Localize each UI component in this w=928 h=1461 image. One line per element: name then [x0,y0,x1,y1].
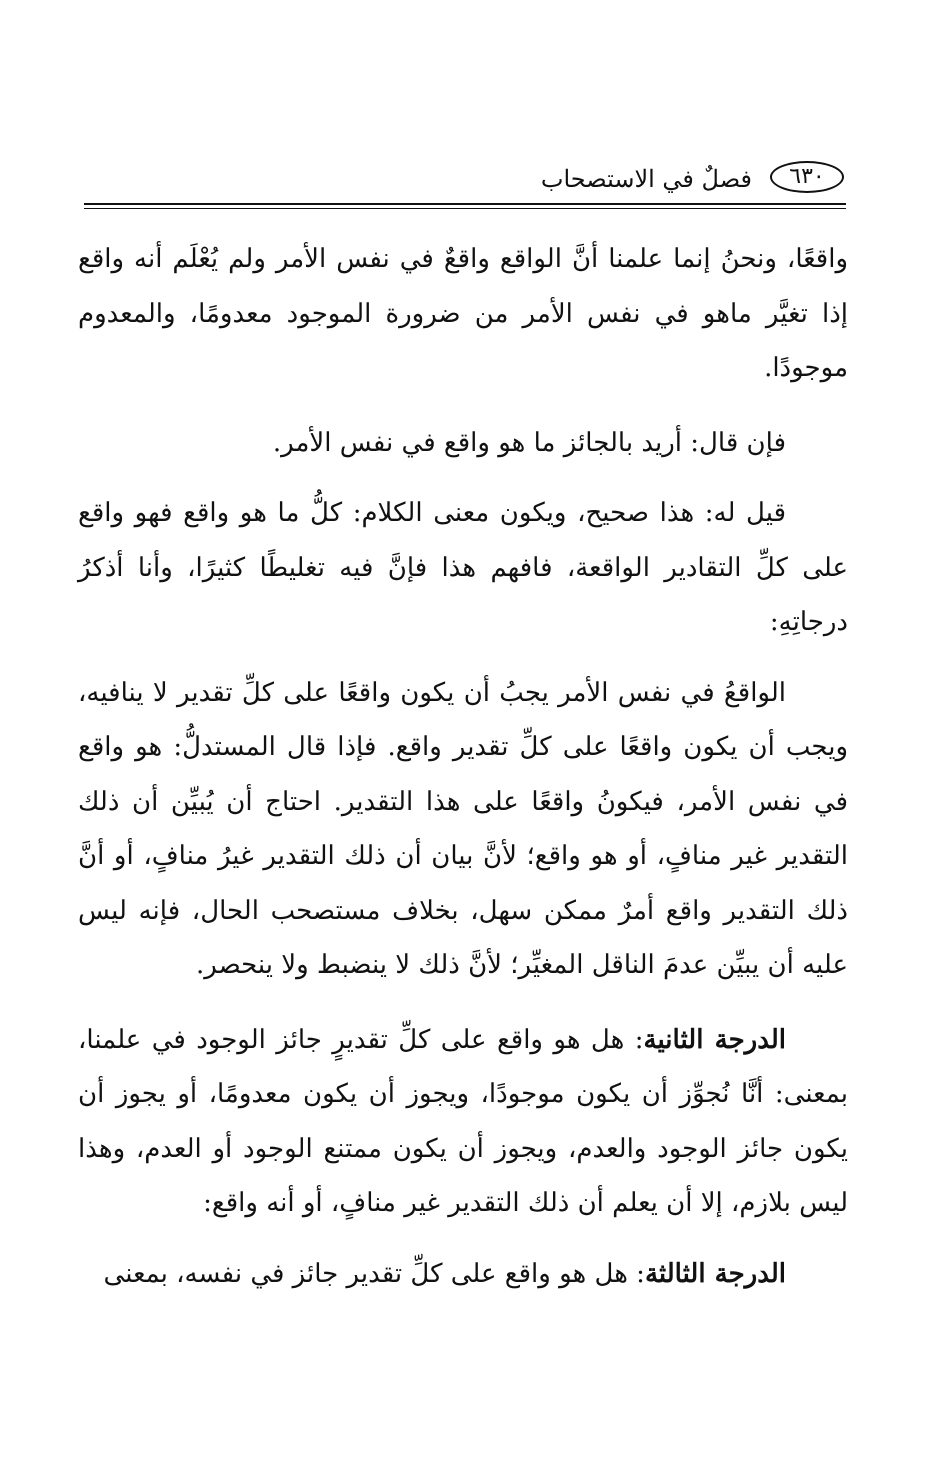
header-rule-thick [84,203,846,205]
body-text [78,232,848,1301]
page-header [88,163,844,199]
paragraph-3: قيل له: هذا صحيح، ويكون معنى الكلام: كلُّ ما هو واقع فهو واقع على كلِّ التقادير الواقعة، فافهم هذا فإنَّ فيه تغليطًا كثيرًا، وأنا أذكرُ درجاتِهِ: [78,498,848,637]
degree-two-label: الدرجة الثانية [643,1024,786,1055]
degree-three-text: : هل هو واقع على كلِّ تقدير جائز في نفسه، بمعنى [103,1258,645,1289]
running-title: فصلٌ في الاستصحاب [540,165,752,193]
paragraph-5 [78,1013,848,1231]
paragraph-gap [78,470,848,486]
degree-three-label: الدرجة الثالثة [644,1258,786,1289]
paragraph-1: واقعًا، ونحنُ إنما علمنا أنَّ الواقع واقعٌ في نفس الأمر ولم يُعْلَم أنه واقع إذا تغيَّر ماهو في نفس الأمر من ضرورة الموجود معدومًا، والمعدوم موجودًا. [78,244,848,383]
paragraph-gap [78,396,848,416]
paragraph-6 [78,1247,848,1302]
paragraph-gap [78,993,848,1013]
paragraph-2: فإن قال: أريد بالجائز ما هو واقع في نفس الأمر. [272,427,786,458]
page-number: ٦٣٠ [770,161,844,193]
header-rule-thin [84,208,846,209]
paragraph-gap [78,650,848,666]
degree-two-text: : هل هو واقع على كلِّ تقديرٍ جائز الوجود في علمنا، بمعنى: أنَّا نُجوِّز أن يكون موجودًا، ويجوز أن يكون معدومًا، أو يجوز أن يكون جائز الوجود والعدم، ويجوز أن يكون ممتنع الوجود أو العدم، وهذا ليس بلازم، إلا أن يعلم أن ذلك التقدير غير منافٍ، أو أنه واقع: [78,1024,848,1218]
paragraph-4: الواقعُ في نفس الأمر يجبُ أن يكون واقعًا على كلِّ تقدير لا ينافيه، ويجب أن يكون واقعًا على كلِّ تقدير واقع. فإذا قال المستدلُّ: هو واقع في نفس الأمر، فيكونُ واقعًا على هذا التقدير. احتاج أن يُبيِّن أن ذلك التقدير غير منافٍ، أو هو واقع؛ لأنَّ بيان أن ذلك التقدير غيرُ منافٍ، أو أنَّ ذلك التقدير واقع أمرٌ ممكن سهل، بخلاف مستصحب الحال، فإنه ليس عليه أن يبيِّن عدمَ الناقل المغيِّر؛ لأنَّ ذلك لا ينضبط ولا ينحصر. [78,677,848,980]
paragraph-gap [78,1231,848,1247]
